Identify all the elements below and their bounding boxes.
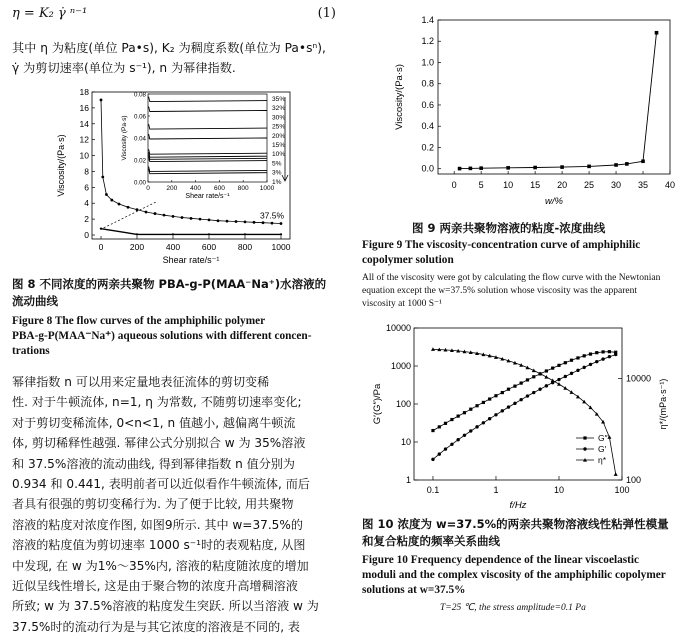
data-point [479,166,483,170]
inset-x-tick-label: 600 [213,185,225,192]
note-line: viscosity at 1000 S⁻¹ [362,299,442,309]
data-point [163,214,166,217]
data-point [154,212,157,215]
x-axis-label: Shear rate/s⁻¹ [162,255,220,265]
y-tick-label: 0.0 [421,163,434,174]
data-point [450,443,453,446]
plot-frame [438,20,670,174]
data-point [608,350,611,353]
body-line: 和 37.5%溶液的流动曲线, 得到幂律指数 n 值分别为 [12,456,295,471]
body-line: 体, 剪切稀释性越强. 幂律公式分别拟合 w 为 35%溶液 [12,436,306,451]
data-point [271,222,274,225]
data-point [262,221,265,224]
data-point [100,99,103,102]
data-point [532,391,535,394]
data-point [280,233,282,235]
y-tick-label: 0.8 [421,78,434,89]
y-tick-label: 0.2 [421,142,434,153]
y-tick-label: 2 [84,214,89,225]
data-point [570,390,574,394]
data-point [595,351,598,354]
data-point [469,408,472,411]
y-axis-label: Viscosity/(Pa·s) [394,64,405,130]
figure-10-chart [372,318,694,514]
caption-line: moduli and the complex viscosity of the amphiphilic copolymer [362,569,666,581]
inset-series-label: 30% [272,114,286,122]
data-point [513,385,516,388]
caption-line: 和复合粘度的频率关系曲线 [362,534,500,548]
data-point [551,367,554,370]
x-tick-label: 10 [503,180,514,190]
data-point [576,369,579,372]
data-point [431,458,434,461]
data-point [494,413,497,416]
inset-y-axis-label: Viscosity (Pa·s) [121,115,128,161]
x-axis-label: w/% [545,196,563,207]
x-tick-label: 200 [129,242,145,252]
where-line: γ̇ 为剪切速率(单位为 s⁻¹), n 为幂律指数. [12,61,236,75]
y-tick-label: 0 [84,230,89,241]
y-tick-label: 1.2 [421,36,434,47]
data-point [469,429,472,432]
figure-9-note [362,272,692,311]
data-point [488,397,491,400]
y-tick-label: 10000 [385,323,411,333]
body-line: 近似呈线性增长, 这是由于聚合物的浓度升高增稠溶液 [12,579,298,594]
data-point [614,163,618,167]
data-point [564,375,567,378]
data-point [560,165,564,169]
y-tick-label: 1.0 [421,57,434,68]
inset-y-tick-label: 0.00 [133,179,146,187]
data-point [172,233,174,235]
body-line: 所致; w 为 37.5%溶液的粘度发生突跃. 所以当溶液 w 为 [12,599,319,614]
caption-line: PBA-g-P(MAA⁻Na⁺) aqueous solutions with different concen- [12,330,312,342]
y-tick-label: 1000 [390,361,411,371]
data-point [438,425,441,428]
inset-series-label: 1% [272,178,282,186]
inset-y-tick-label: 0.04 [133,135,146,143]
figure-8-caption-zh [12,276,348,310]
y-tick-label: 16 [79,102,89,113]
data-point [614,353,617,356]
viscosity-line [460,33,657,169]
data-point [172,215,175,218]
data-point [506,166,510,170]
inset-x-tick-label: 200 [166,185,178,192]
body-line: 中发现, 在 w 为1%～35%内, 溶液的粘度随浓度的增加 [12,558,309,573]
data-point [557,378,560,381]
y-tick-label: 10 [79,150,89,161]
data-point [444,422,447,425]
data-point [105,193,108,196]
body-line: 性. 对于牛顿流体, n=1, η 为常数, 不随剪切速率变化; [12,395,302,410]
data-point [526,378,529,381]
legend-label: G′ [598,444,607,454]
y-tick-label: 8 [84,166,89,177]
data-point [545,384,548,387]
data-point [444,447,447,450]
caption-line: 图 8 不同浓度的两亲共聚物 PBA-g-P(MAA⁻Na⁺)水溶液的 [12,277,327,291]
inset-series-label: 20% [272,132,286,140]
data-point [532,368,536,372]
figure-10-caption-zh [362,516,692,550]
caption-line: solutions at w=37.5% [362,584,466,596]
x-tick-label: 100 [614,485,630,495]
caption-line: copolymer solution [362,254,454,266]
data-point [101,176,104,179]
inset-x-tick-label: 1000 [259,185,275,192]
data-point [520,381,523,384]
data-point [438,452,441,455]
data-point [118,203,121,206]
data-point [463,411,466,414]
data-point [655,31,659,35]
y-tick-label: 1.4 [421,15,434,25]
data-point [450,418,453,421]
legend-label: η* [598,455,607,465]
body-text [12,372,350,637]
figure-8-chart [52,84,352,270]
data-point [557,382,561,386]
body-line: 37.5%时的流动行为是与其它浓度的溶液是不同的, 表 [12,619,300,634]
x-tick-label: 5 [478,180,484,190]
data-point [127,206,130,209]
inset-x-tick-label: 0 [146,185,150,192]
inset-y-tick-label: 0.08 [133,91,146,99]
y-tick-label: 12 [79,134,89,145]
x-tick-label: 35 [638,180,649,190]
figure-9-caption-en [362,238,692,268]
x-tick-label: 1 [493,485,499,495]
data-point [601,350,604,353]
data-point [475,404,478,407]
data-point [513,402,516,405]
caption-line: trations [12,345,50,357]
body-line: 溶液的粘度值为剪切速率 1000 s⁻¹时的表观粘度, 从图 [12,538,306,553]
data-point [181,216,184,219]
y-tick-label: 100 [395,399,411,409]
inset-y-tick-label: 0.06 [133,113,146,121]
x-tick-label: 0.1 [426,485,440,495]
series-annotation: 37.5% [259,210,285,221]
body-line: 对于剪切变稀流体, 0<n<1, n 值越小, 越偏离牛顿流 [12,415,296,430]
inset-series-label: 15% [272,142,286,149]
data-point [280,222,283,225]
data-point [557,364,560,367]
data-point [551,379,555,383]
x-tick-label: 0 [98,242,104,252]
where-line: 其中 η 为粘度(单位 Pa•s), K₂ 为稠度系数(单位为 Pa•sⁿ), [12,41,326,55]
inset-pointer-line [104,202,156,228]
data-point [458,167,462,171]
caption-line: 图 10 浓度为 w=37.5%的两亲共聚物溶液线性粘弹性模量 [362,517,669,531]
inset-series-label: 3% [272,169,282,177]
series-line [433,349,616,474]
equation-1 [12,4,342,26]
y-tick-label: 0.6 [421,99,434,110]
x-tick-label: 800 [237,242,253,252]
data-point [244,233,246,235]
data-point [244,221,247,224]
body-line: 0.934 和 0.441, 表明前者可以近似看作牛顿流体, 而后 [12,477,310,492]
data-point [507,405,510,408]
data-point [253,221,256,224]
x-tick-label: 400 [165,242,181,252]
data-point [208,219,211,222]
caption-line: 流动曲线 [12,294,58,308]
equation-number: (1) [317,6,336,21]
x-tick-label: 0 [451,180,457,190]
y-axis-label: Viscosity/(Pa·s) [56,134,66,197]
y2-axis-label: η*/(mPa·s⁻¹) [658,378,668,430]
data-point [607,435,611,439]
inset-series-label: 25% [272,123,286,131]
figure-9-caption-zh: 图 9 两亲共聚物溶液的粘度-浓度曲线 [412,221,606,235]
data-point [501,391,504,394]
data-point [226,220,229,223]
data-point [625,162,629,166]
x-tick-label: 25 [584,180,595,190]
data-point [564,361,567,364]
body-line: 溶液的粘度对浓度作图, 如图9所示. 其中 w=37.5%的 [12,517,303,532]
inset-x-tick-label: 400 [190,185,202,192]
data-point [583,354,586,357]
data-point [100,227,102,229]
data-point [456,438,459,441]
data-point [532,375,535,378]
caption-line: Figure 8 The flow curves of the amphiphilic polymer [12,315,266,327]
y-axis-label: G′(G″)/Pa [372,383,383,425]
series-line [433,352,616,431]
data-point [563,386,567,390]
x-tick-label: 15 [530,180,541,190]
body-line: 者具有很强的剪切变稀行为. 为了便于比较, 用共聚物 [12,497,294,512]
y-tick-label: 14 [79,118,89,129]
inset-series-label: 35% [272,96,286,103]
data-point [601,357,604,360]
inset-series-label: 5% [272,160,282,168]
x-tick-label: 30 [611,180,622,190]
data-point [519,398,522,401]
figure-9-chart [380,2,680,214]
series-line-low-conc [101,229,281,235]
y-tick-label: 10 [400,437,411,447]
data-point [190,217,193,220]
figure-8-caption-en [12,314,348,359]
data-point [136,208,139,211]
legend-label: G″ [598,433,608,443]
inset-x-axis-label: Shear rate/s⁻¹ [185,193,230,200]
data-point [526,394,529,397]
data-point [614,472,618,476]
x-tick-label: 600 [201,242,217,252]
note-line: All of the viscosity were got by calculating the flow curve with the Newtonian [362,273,661,283]
where-text [12,38,348,78]
y-tick-label: 18 [79,87,89,97]
data-point [576,356,579,359]
data-point [199,218,202,221]
caption-line: Figure 9 The viscosity-concentration curve of amphiphilic [362,239,641,251]
data-point [582,366,585,369]
x-tick-label: 10 [553,485,564,495]
data-point [208,233,210,235]
data-point [587,165,591,169]
data-point [145,211,148,214]
data-point [463,434,466,437]
data-point [475,425,478,428]
data-point [501,409,504,412]
data-point [431,429,434,432]
y-tick-label: 0.4 [421,121,434,132]
data-point [507,388,510,391]
inset-series-label: 32% [272,105,286,113]
y2-tick-label: 100 [626,475,642,485]
data-point [538,388,541,391]
data-point [641,159,645,163]
data-point [110,199,113,202]
y2-tick-label: 10000 [626,373,652,384]
data-point [570,359,573,362]
data-point [488,417,491,420]
data-point [544,375,548,379]
data-point [217,219,220,222]
inset-y-tick-label: 0.02 [133,157,146,165]
x-tick-label: 20 [557,180,568,190]
legend-marker [583,436,586,439]
inset-series-label: 10% [272,151,286,159]
inset-x-tick-label: 800 [237,185,249,192]
legend-marker [583,447,586,450]
data-point [136,233,138,235]
data-point [533,166,537,170]
body-line: 幂律指数 n 可以用来定量地表征流体的剪切变稀 [12,375,270,389]
note-line: equation except the w=37.5% solution whose viscosity was the apparent [362,286,637,296]
data-point [235,220,238,223]
y-tick-label: 6 [84,182,89,193]
data-point [545,369,548,372]
x-axis-label: f/Hz [509,500,527,511]
y-tick-label: 1 [405,475,411,485]
data-point [494,394,497,397]
data-point [469,167,473,171]
data-point [589,363,592,366]
figure-10-note: T=25 ℃, the stress amplitude=0.1 Pa [440,603,586,613]
y-tick-label: 4 [84,198,89,209]
x-tick-label: 40 [664,180,676,190]
data-point [589,352,592,355]
data-point [595,360,598,363]
data-point [608,355,611,358]
data-point [570,372,573,375]
figure-10-caption-en [362,553,692,598]
data-point [482,421,485,424]
caption-line: Figure 10 Frequency dependence of the linear viscoelastic [362,554,640,566]
series-line [433,355,616,460]
data-point [457,415,460,418]
data-point [482,401,485,404]
equation-text: η = K₂ γ̇ ⁿ⁻¹ [12,6,88,21]
x-tick-label: 1000 [271,242,291,252]
